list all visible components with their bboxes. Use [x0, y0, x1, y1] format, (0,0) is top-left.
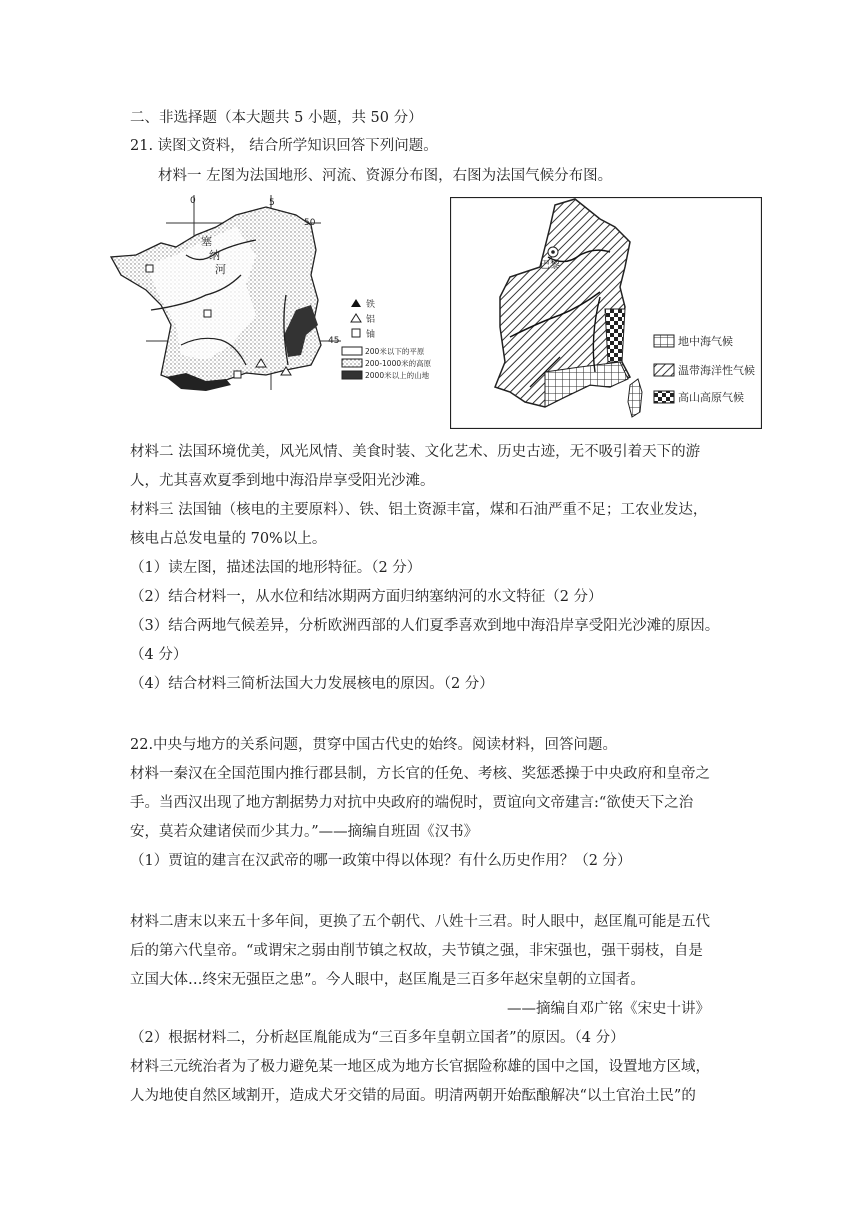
coord-label: 50	[304, 218, 316, 228]
q22-title: 22.中央与地方的关系问题，贯穿中国古代史的始终。阅读材料，回答问题。	[130, 737, 618, 753]
coord-label: 0	[190, 196, 196, 206]
q21-material3-line: 核电占总发电量的 70%以上。	[130, 531, 327, 547]
legend-plateau: 200-1000米的高原	[365, 359, 432, 368]
q21-material1: 材料一 左图为法国地形、河流、资源分布图，右图为法国气候分布图。	[158, 168, 613, 184]
iron-legend-icon	[351, 299, 361, 307]
aluminum-legend-icon	[351, 314, 361, 322]
legend-plain: 200米以下的平原	[365, 347, 425, 356]
river-label: 河	[215, 263, 226, 276]
q22-material3-line: 材料三元统治者为了极力避免某一地区成为地方长官据险称雄的国中之国，设置地方区域，	[130, 1059, 710, 1075]
city-paris-label: 巴黎	[540, 260, 560, 271]
france-terrain-map	[106, 195, 436, 407]
legend-mountain: 2000米以上的山地	[365, 371, 430, 380]
q21-title: 21. 读图文资料， 结合所学知识回答下列问题。	[130, 138, 438, 154]
alpine-legend-swatch	[654, 391, 674, 403]
q22-material1-line: 手。当西汉出现了地方割据势力对抗中央政府的端倪时，贾谊向文帝建言:“欲使天下之治	[130, 795, 694, 811]
q21-material2-line: 材料二 法国环境优美，风光风情、美食时装、文化艺术、历史古迹，无不吸引着天下的游	[130, 444, 701, 460]
france-climate-map	[450, 197, 762, 429]
q21-question: （3）结合两地气候差异，分析欧洲西部的人们夏季喜欢到地中海沿岸享受阳光沙滩的原因。	[130, 618, 720, 634]
section-header: 二、非选择题（本大题共 5 小题，共 50 分）	[130, 110, 423, 126]
q21-question: （4）结合材料三简析法国大力发展核电的原因。（2 分）	[130, 676, 494, 692]
legend-oceanic: 温带海洋性气候	[678, 364, 755, 377]
q22-question2: （2）根据材料二，分析赵匡胤能成为“三百多年皇朝立国者”的原因。（4 分）	[130, 1030, 625, 1046]
q22-material2-line: 材料二唐末以来五十多年间，更换了五个朝代、八姓十三君。时人眼中，赵匡胤可能是五代	[130, 914, 710, 930]
q22-material2-source: ——摘编自邓广铭《宋史十讲》	[507, 1001, 710, 1017]
q22-question1: （1）贾谊的建言在汉武帝的哪一政策中得以体现？有什么历史作用？（2 分）	[130, 853, 632, 869]
river-label: 纳	[209, 249, 220, 262]
legend-aluminum: 铝	[366, 315, 376, 325]
q21-material2-line: 人，尤其喜欢夏季到地中海沿岸享受阳光沙滩。	[130, 473, 435, 489]
q21-question: （1）读左图，描述法国的地形特征。（2 分）	[130, 560, 422, 576]
uranium-legend-icon	[352, 329, 360, 337]
coord-label: 45	[328, 336, 340, 346]
legend-mediterranean: 地中海气候	[678, 335, 733, 348]
legend-uranium: 铀	[366, 330, 376, 340]
river-label: 塞	[201, 235, 212, 248]
coord-label: 5	[269, 198, 275, 208]
legend-alpine: 高山高原气候	[678, 391, 744, 404]
q22-material3-line: 人为地使自然区域割开，造成犬牙交错的局面。明清两朝开始酝酿解决“以土官治土民”的	[130, 1088, 696, 1104]
oceanic-legend-swatch	[654, 364, 674, 376]
mediterranean-legend-swatch	[654, 335, 674, 347]
q22-material1-line: 安，莫若众建诸侯而少其力。”——摘编自班固《汉书》	[130, 824, 479, 840]
q22-material1-line: 材料一秦汉在全国范围内推行郡县制，方长官的任免、考核、奖惩悉操于中央政府和皇帝之	[130, 766, 710, 782]
q22-material2-line: 立国大体…终宋无强臣之患”。今人眼中，赵匡胤是三百多年赵宋皇朝的立国者。	[130, 972, 645, 988]
q21-material3-line: 材料三 法国铀（核电的主要原料）、铁、铝土资源丰富，煤和石油严重不足；工农业发达，	[130, 502, 708, 518]
legend-iron: 铁	[366, 300, 376, 310]
q22-material2-line: 后的第六代皇帝。“或谓宋之弱由削节镇之权故，夫节镇之强，非宋强也，强干弱枝，自是	[130, 943, 703, 959]
q21-question: （2）结合材料一，从水位和结冰期两方面归纳塞纳河的水文特征（2 分）	[130, 589, 603, 605]
q21-question: （4 分）	[130, 647, 188, 663]
